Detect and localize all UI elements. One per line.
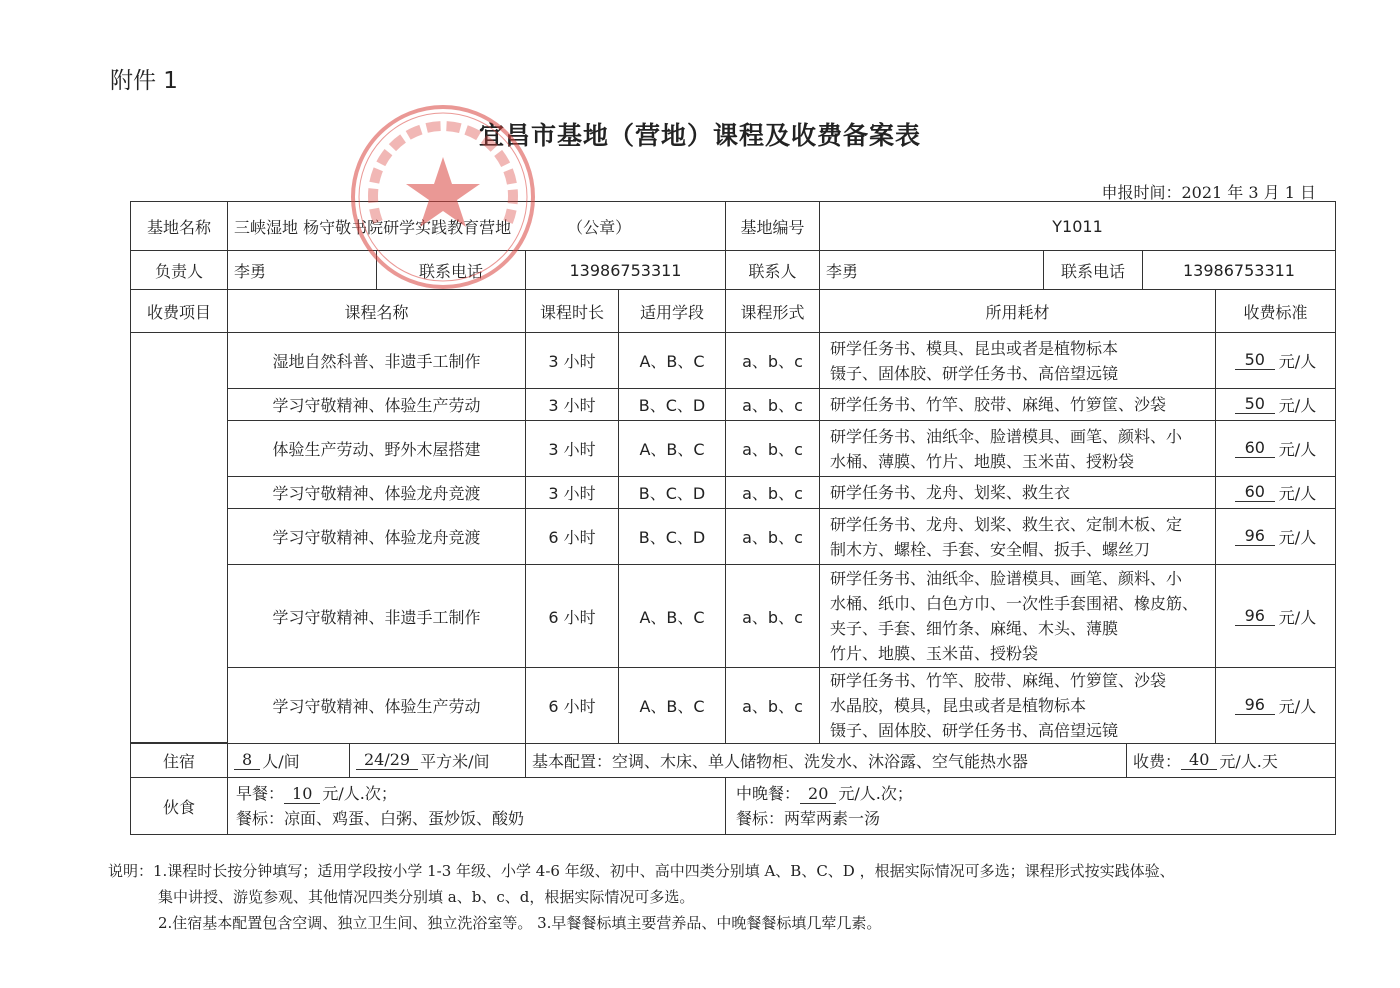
page-title: 宜昌市基地（营地）课程及收费备案表 — [478, 121, 921, 150]
material-line: 镊子、固体胶、研学任务书、高倍望远镜 — [830, 721, 1119, 740]
course-stage: A、B、C — [618, 667, 726, 744]
course-duration: 3 小时 — [525, 476, 619, 509]
seal-note: （公章） — [567, 217, 632, 237]
lunch-cell — [725, 777, 1336, 835]
lodging-persons-value: 8 — [234, 751, 260, 770]
phone-value: 13986753311 — [525, 250, 726, 290]
course-form: a、b、c — [725, 667, 820, 744]
fee-value: 50 — [1235, 351, 1275, 370]
course-form: a、b、c — [725, 332, 820, 389]
breakfast-label: 早餐： — [236, 784, 285, 803]
header-duration: 课程时长 — [525, 289, 619, 333]
course-duration: 6 小时 — [525, 508, 619, 565]
fee-unit: 元/人 — [1278, 396, 1317, 415]
material-line: 镊子、固体胶、研学任务书、高倍望远镜 — [830, 363, 1119, 383]
course-fee — [1215, 332, 1336, 389]
lunch-price: 20 — [800, 785, 836, 804]
lunch-unit: 元/人.次； — [838, 784, 913, 803]
base-code: Y1011 — [819, 201, 1336, 251]
fee-unit: 元/人 — [1278, 484, 1317, 503]
lodging-area-value: 24/29 — [356, 751, 418, 770]
contact-phone-label: 联系电话 — [1043, 250, 1143, 290]
breakfast-cell — [227, 777, 726, 835]
lodging-area — [349, 743, 526, 778]
course-duration: 3 小时 — [525, 420, 619, 477]
lodging-label: 住宿 — [130, 743, 228, 778]
breakfast-price: 10 — [284, 785, 320, 804]
leader-name: 李勇 — [227, 250, 377, 290]
report-date: 申报时间：2021 年 3 月 1 日 — [1101, 183, 1316, 202]
material-line: 水晶胶，模具，昆虫或者是植物标本 — [830, 696, 1087, 715]
header-fee-item: 收费项目 — [130, 289, 228, 333]
note-line: 说明：1.课程时长按分钟填写；适用学段按小学 1-3 年级、小学 4-6 年级、初中、高中四类分别填 A、B、C、D ，根据实际情况可多选；课程形式按实践体验、 — [108, 862, 1175, 880]
breakfast-standard: 餐标：凉面、鸡蛋、白粥、蛋炒饭、酸奶 — [236, 809, 525, 828]
course-fee — [1215, 388, 1336, 421]
course-stage: A、B、C — [618, 420, 726, 477]
lodging-config: 基本配置：空调、木床、单人储物柜、洗发水、沐浴露、空气能热水器 — [525, 743, 1127, 778]
lunch-price-line — [736, 781, 913, 806]
lodging-area-unit: 平方米/间 — [420, 752, 490, 771]
official-seal-stamp — [348, 102, 538, 292]
fee-value: 50 — [1235, 395, 1275, 414]
fee-unit: 元/人 — [1278, 352, 1317, 371]
course-materials — [819, 667, 1216, 744]
note-line: 集中讲授、游览参观、其他情况四类分别填 a、b、c、d，根据实际情况可多选。 — [158, 888, 695, 906]
course-form: a、b、c — [725, 564, 820, 668]
course-stage: A、B、C — [618, 332, 726, 389]
course-stage: B、C、D — [618, 508, 726, 565]
base-name: 三峡湿地 杨守敬书院研学实践教育营地 — [234, 217, 512, 237]
breakfast-unit: 元/人.次； — [322, 784, 397, 803]
course-name: 体验生产劳动、野外木屋搭建 — [227, 420, 526, 477]
course-materials — [819, 388, 1216, 421]
course-stage: A、B、C — [618, 564, 726, 668]
course-name: 学习守敬精神、体验龙舟竞渡 — [227, 508, 526, 565]
header-stage: 适用学段 — [618, 289, 726, 333]
material-line: 研学任务书、油纸伞、脸谱模具、画笔、颜料、小 — [830, 426, 1183, 446]
course-name: 学习守敬精神、体验龙舟竞渡 — [227, 476, 526, 509]
fee-item-column — [130, 332, 228, 743]
course-materials — [819, 420, 1216, 477]
breakfast-price-line — [236, 781, 397, 806]
course-form: a、b、c — [725, 508, 820, 565]
notes — [108, 858, 1318, 936]
material-line: 研学任务书、竹竿、胶带、麻绳、竹箩筐、沙袋 — [830, 671, 1167, 690]
course-form: a、b、c — [725, 388, 820, 421]
course-materials — [819, 508, 1216, 565]
course-duration: 3 小时 — [525, 332, 619, 389]
material-line: 夹子、手套、细竹条、麻绳、木头、薄膜 — [830, 619, 1119, 638]
contact-phone-value: 13986753311 — [1142, 250, 1336, 290]
course-materials — [819, 332, 1216, 389]
header-course-name: 课程名称 — [227, 289, 526, 333]
lodging-persons-unit: 人/间 — [262, 752, 300, 771]
contact-label: 联系人 — [725, 250, 820, 290]
phone-label: 联系电话 — [376, 250, 526, 290]
course-duration: 6 小时 — [525, 564, 619, 668]
material-line: 竹片、地膜、玉米苗、授粉袋 — [830, 644, 1039, 663]
course-duration: 6 小时 — [525, 667, 619, 744]
fee-unit: 元/人 — [1278, 440, 1317, 459]
course-stage: B、C、D — [618, 388, 726, 421]
course-fee — [1215, 564, 1336, 668]
course-name: 湿地自然科普、非遗手工制作 — [227, 332, 526, 389]
leader-label: 负责人 — [130, 250, 228, 290]
lunch-label: 中晚餐： — [736, 784, 801, 803]
header-materials: 所用耗材 — [819, 289, 1216, 333]
fee-value: 60 — [1235, 483, 1275, 502]
header-fee-standard: 收费标准 — [1215, 289, 1336, 333]
lodging-fee-value: 40 — [1181, 751, 1217, 770]
fee-value: 60 — [1235, 439, 1275, 458]
fee-value: 96 — [1235, 696, 1275, 715]
header-form: 课程形式 — [725, 289, 820, 333]
lodging-persons — [227, 743, 350, 778]
fee-unit: 元/人 — [1278, 697, 1317, 716]
course-materials — [819, 476, 1216, 509]
material-line: 研学任务书、模具、昆虫或者是植物标本 — [830, 338, 1119, 358]
course-fee — [1215, 508, 1336, 565]
meals-label: 伙食 — [130, 777, 228, 835]
course-form: a、b、c — [725, 476, 820, 509]
base-name-label: 基地名称 — [130, 201, 228, 251]
course-fee — [1215, 476, 1336, 509]
material-line: 研学任务书、龙舟、划桨、救生衣、定制木板、定 — [830, 514, 1183, 534]
fee-value: 96 — [1235, 607, 1275, 626]
material-line: 水桶、纸巾、白色方巾、一次性手套围裙、橡皮筋、 — [830, 594, 1199, 613]
base-code-label: 基地编号 — [725, 201, 820, 251]
material-line: 制木方、螺栓、手套、安全帽、扳手、螺丝刀 — [830, 539, 1151, 559]
course-name: 学习守敬精神、体验生产劳动 — [227, 388, 526, 421]
lodging-fee-label: 收费： — [1133, 752, 1182, 771]
course-materials — [819, 564, 1216, 668]
note-line: 2.住宿基本配置包含空调、独立卫生间、独立洗浴室等。 3.早餐餐标填主要营养品、中晚餐餐标填几荤几素。 — [158, 914, 882, 932]
fee-value: 96 — [1235, 527, 1275, 546]
material-line: 研学任务书、龙舟、划桨、救生衣 — [830, 483, 1071, 502]
lodging-fee-unit: 元/人.天 — [1219, 752, 1278, 771]
contact-name: 李勇 — [819, 250, 1044, 290]
lodging-fee — [1126, 743, 1336, 778]
course-form: a、b、c — [725, 420, 820, 477]
material-line: 水桶、薄膜、竹片、地膜、玉米苗、授粉袋 — [830, 451, 1135, 471]
fee-unit: 元/人 — [1278, 607, 1317, 627]
course-fee — [1215, 420, 1336, 477]
course-fee — [1215, 667, 1336, 744]
material-line: 研学任务书、竹竿、胶带、麻绳、竹箩筐、沙袋 — [830, 395, 1167, 414]
course-name: 学习守敬精神、非遗手工制作 — [227, 564, 526, 668]
attachment-label: 附件 1 — [110, 68, 178, 94]
course-stage: B、C、D — [618, 476, 726, 509]
fee-unit: 元/人 — [1278, 528, 1317, 547]
lunch-standard: 餐标：两荤两素一汤 — [736, 809, 881, 828]
material-line: 研学任务书、油纸伞、脸谱模具、画笔、颜料、小 — [830, 569, 1183, 588]
course-name: 学习守敬精神、体验生产劳动 — [227, 667, 526, 744]
course-duration: 3 小时 — [525, 388, 619, 421]
